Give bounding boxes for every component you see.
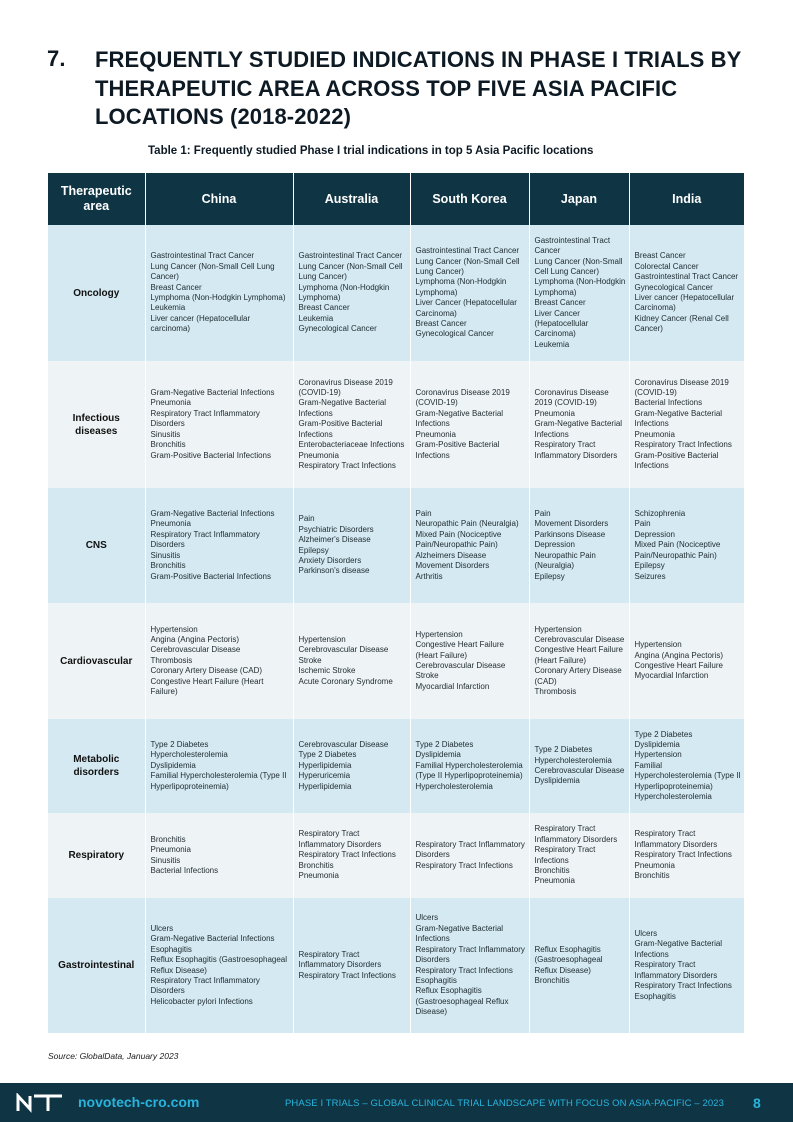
- page-footer: [0, 1083, 793, 1122]
- cell-china: Hypertension Angina (Angina Pectoris) Cerebrovascular Disease Thrombosis Coronary Artery Disease (CAD) Congestive Heart Failure (Heart Failure): [145, 603, 293, 719]
- cell-australia: Coronavirus Disease 2019 (COVID-19) Gram-Negative Bacterial Infections Gram-Positive Bacterial Infections Enterobacteriaceae Infections Pneumonia Respiratory Tract Infections: [293, 361, 410, 488]
- table-row-cardiovascular: [48, 603, 744, 719]
- footer-website-link[interactable]: novotech-cro.com: [78, 1094, 200, 1110]
- cell-japan: Coronavirus Disease 2019 (COVID-19) Pneumonia Gram-Negative Bacterial Infections Respiratory Tract Inflammatory Disorders: [529, 361, 629, 488]
- footer-report-title: PHASE I TRIALS – GLOBAL CLINICAL TRIAL LANDSCAPE WITH FOCUS ON ASIA-PACIFIC – 2023: [285, 1098, 724, 1109]
- cell-south-korea: Gastrointestinal Tract Cancer Lung Cancer (Non-Small Cell Lung Cancer) Lymphoma (Non-Hodgkin Lymphoma) Liver Cancer (Hepatocellular Carcinoma) Breast Cancer Gynecological Cancer: [410, 225, 529, 361]
- cell-india: Type 2 Diabetes Dyslipidemia Hypertension Familial Hypercholesterolemia (Type II Hyperlipoproteinemia) Hypercholesterolemia: [629, 719, 744, 813]
- header-south-korea: South Korea: [410, 173, 529, 225]
- cell-australia: Hypertension Cerebrovascular Disease Stroke Ischemic Stroke Acute Coronary Syndrome: [293, 603, 410, 719]
- table-row-metabolic-disorders: [48, 719, 744, 813]
- cell-japan: Respiratory Tract Inflammatory Disorders Respiratory Tract Infections Bronchitis Pneumonia: [529, 813, 629, 898]
- area-cell: Oncology: [48, 225, 145, 361]
- cell-china: Gastrointestinal Tract Cancer Lung Cancer (Non-Small Cell Lung Cancer) Breast Cancer Lymphoma (Non-Hodgkin Lymphoma) Leukemia Liver cancer (Hepatocellular carcinoma): [145, 225, 293, 361]
- cell-australia: Gastrointestinal Tract Cancer Lung Cancer (Non-Small Cell Lung Cancer) Lymphoma (Non-Hodgkin Lymphoma) Breast Cancer Leukemia Gynecological Cancer: [293, 225, 410, 361]
- cell-india: Coronavirus Disease 2019 (COVID-19) Bacterial Infections Gram-Negative Bacterial Infections Pneumonia Respiratory Tract Infections Gram-Positive Bacterial Infections: [629, 361, 744, 488]
- table-header-row: [48, 173, 744, 225]
- cell-india: Schizophrenia Pain Depression Mixed Pain (Nociceptive Pain/Neuropathic Pain) Epilepsy Seizures: [629, 488, 744, 603]
- cell-south-korea: Ulcers Gram-Negative Bacterial Infections Respiratory Tract Inflammatory Disorders Respiratory Tract Infections Esophagitis Reflux Esophagitis (Gastroesophageal Reflux Disease): [410, 898, 529, 1033]
- source-note: Source: GlobalData, January 2023: [48, 1051, 179, 1061]
- area-cell: Metabolic disorders: [48, 719, 145, 813]
- cell-india: Respiratory Tract Inflammatory Disorders Respiratory Tract Infections Pneumonia Bronchitis: [629, 813, 744, 898]
- area-cell: Infectious diseases: [48, 361, 145, 488]
- header-china: China: [145, 173, 293, 225]
- table-row-cns: [48, 488, 744, 603]
- cell-south-korea: Type 2 Diabetes Dyslipidemia Familial Hypercholesterolemia (Type II Hyperlipoproteinemia) Hypercholesterolemia: [410, 719, 529, 813]
- cell-india: Hypertension Angina (Angina Pectoris) Congestive Heart Failure Myocardial Infarction: [629, 603, 744, 719]
- header-japan: Japan: [529, 173, 629, 225]
- table-row-gastrointestinal: [48, 898, 744, 1033]
- section-heading: [47, 46, 747, 132]
- cell-australia: Respiratory Tract Inflammatory Disorders Respiratory Tract Infections: [293, 898, 410, 1033]
- cell-india: Ulcers Gram-Negative Bacterial Infections Respiratory Tract Inflammatory Disorders Respiratory Tract Infections Esophagitis: [629, 898, 744, 1033]
- cell-china: Type 2 Diabetes Hypercholesterolemia Dyslipidemia Familial Hypercholesterolemia (Type II Hyperlipoproteinemia): [145, 719, 293, 813]
- table-row-oncology: [48, 225, 744, 361]
- cell-japan: Gastrointestinal Tract Cancer Lung Cancer (Non-Small Cell Lung Cancer) Lymphoma (Non-Hodgkin Lymphoma) Breast Cancer Liver Cancer (Hepatocellular Carcinoma) Leukemia: [529, 225, 629, 361]
- cell-china: Gram-Negative Bacterial Infections Pneumonia Respiratory Tract Inflammatory Disorders Sinusitis Bronchitis Gram-Positive Bacterial Infections: [145, 488, 293, 603]
- header-therapeutic-area: Therapeutic area: [48, 173, 145, 225]
- cell-japan: Hypertension Cerebrovascular Disease Congestive Heart Failure (Heart Failure) Coronary Artery Disease (CAD) Thrombosis: [529, 603, 629, 719]
- cell-japan: Reflux Esophagitis (Gastroesophageal Reflux Disease) Bronchitis: [529, 898, 629, 1033]
- indications-table: [48, 173, 744, 1033]
- cell-australia: Cerebrovascular Disease Type 2 Diabetes Hyperlipidemia Hyperuricemia Hyperlipidemia: [293, 719, 410, 813]
- cell-south-korea: Hypertension Congestive Heart Failure (Heart Failure) Cerebrovascular Disease Stroke Myocardial Infarction: [410, 603, 529, 719]
- cell-south-korea: Pain Neuropathic Pain (Neuralgia) Mixed Pain (Nociceptive Pain/Neuropathic Pain) Alzheimers Disease Movement Disorders Arthritis: [410, 488, 529, 603]
- area-cell: Cardiovascular: [48, 603, 145, 719]
- cell-australia: Pain Psychiatric Disorders Alzheimer's Disease Epilepsy Anxiety Disorders Parkinson's disease: [293, 488, 410, 603]
- cell-china: Gram-Negative Bacterial Infections Pneumonia Respiratory Tract Inflammatory Disorders Sinusitis Bronchitis Gram-Positive Bacterial Infections: [145, 361, 293, 488]
- cell-south-korea: Coronavirus Disease 2019 (COVID-19) Gram-Negative Bacterial Infections Pneumonia Gram-Positive Bacterial Infections: [410, 361, 529, 488]
- table-row-respiratory: [48, 813, 744, 898]
- cell-japan: Pain Movement Disorders Parkinsons Disease Depression Neuropathic Pain (Neuralgia) Epilepsy: [529, 488, 629, 603]
- area-cell: Gastrointestinal: [48, 898, 145, 1033]
- header-australia: Australia: [293, 173, 410, 225]
- section-number: 7.: [47, 46, 66, 71]
- area-cell: Respiratory: [48, 813, 145, 898]
- table-caption: Table 1: Frequently studied Phase I trial indications in top 5 Asia Pacific locations: [148, 145, 594, 157]
- cell-india: Breast Cancer Colorectal Cancer Gastrointestinal Tract Cancer Gynecological Cancer Liver cancer (Hepatocellular Carcinoma) Kidney Cancer (Renal Cell Cancer): [629, 225, 744, 361]
- section-title: FREQUENTLY STUDIED INDICATIONS IN PHASE I TRIALS BY THERAPEUTIC AREA ACROSS TOP FIVE ASIA PACIFIC LOCATIONS (2018-2022): [95, 47, 742, 129]
- table-row-infectious-diseases: [48, 361, 744, 488]
- cell-china: Ulcers Gram-Negative Bacterial Infections Esophagitis Reflux Esophagitis (Gastroesophageal Reflux Disease) Respiratory Tract Inflammatory Disorders Helicobacter pylori Infections: [145, 898, 293, 1033]
- cell-japan: Type 2 Diabetes Hypercholesterolemia Cerebrovascular Disease Dyslipidemia: [529, 719, 629, 813]
- cell-china: Bronchitis Pneumonia Sinusitis Bacterial Infections: [145, 813, 293, 898]
- area-cell: CNS: [48, 488, 145, 603]
- page-number: 8: [753, 1095, 761, 1111]
- cell-australia: Respiratory Tract Inflammatory Disorders Respiratory Tract Infections Bronchitis Pneumonia: [293, 813, 410, 898]
- header-india: India: [629, 173, 744, 225]
- cell-south-korea: Respiratory Tract Inflammatory Disorders Respiratory Tract Infections: [410, 813, 529, 898]
- novotech-logo-icon: [16, 1093, 66, 1113]
